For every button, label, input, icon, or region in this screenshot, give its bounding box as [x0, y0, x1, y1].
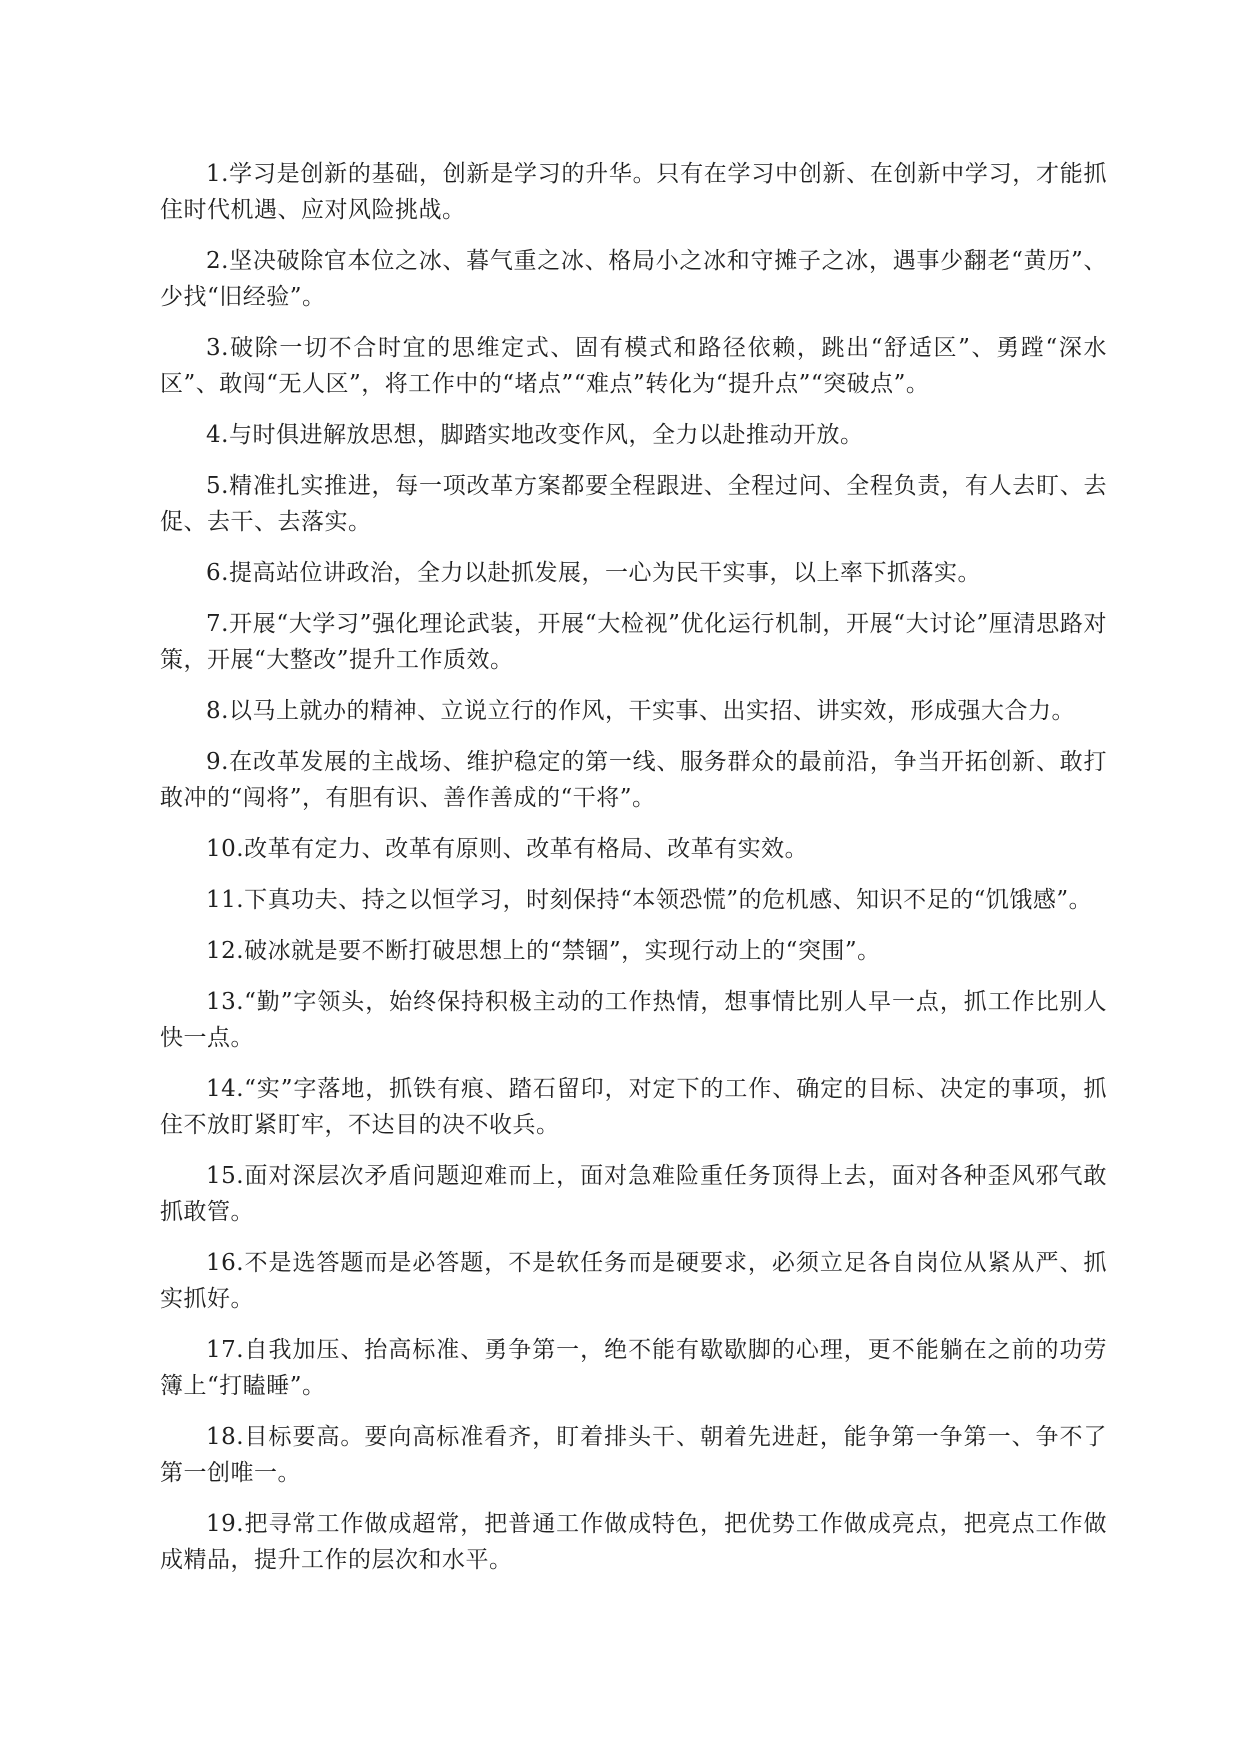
paragraph-15: 15.面对深层次矛盾问题迎难而上，面对急难险重任务顶得上去，面对各种歪风邪气敢抓敢管。: [160, 1163, 1107, 1225]
paragraph-6: 6.提高站位讲政治，全力以赴抓发展，一心为民干实事，以上率下抓落实。: [206, 560, 981, 586]
paragraph-9: 9.在改革发展的主战场、维护稳定的第一线、服务群众的最前沿，争当开拓创新、敢打敢冲的“闯将”，有胆有识、善作善成的“干将”。: [160, 749, 1107, 811]
paragraph-17: 17.自我加压、抬高标准、勇争第一，绝不能有歇歇脚的心理，更不能躺在之前的功劳簿上“打瞌睡”。: [160, 1337, 1107, 1399]
paragraph-8: 8.以马上就办的精神、立说立行的作风，干实事、出实招、讲实效，形成强大合力。: [206, 698, 1075, 724]
paragraph-10: 10.改革有定力、改革有原则、改革有格局、改革有实效。: [206, 836, 809, 862]
paragraph-7: 7.开展“大学习”强化理论武装，开展“大检视”优化运行机制，开展“大讨论”厘清思路对策，开展“大整改”提升工作质效。: [160, 611, 1107, 673]
paragraph-12: 12.破冰就是要不断打破思想上的“禁锢”，实现行动上的“突围”。: [206, 938, 881, 964]
paragraph-13: 13.“勤”字领头，始终保持积极主动的工作热情，想事情比别人早一点，抓工作比别人快一点。: [160, 989, 1107, 1051]
paragraph-5: 5.精准扎实推进，每一项改革方案都要全程跟进、全程过问、全程负责，有人去盯、去促、去干、去落实。: [160, 473, 1107, 535]
paragraph-16: 16.不是选答题而是必答题，不是软任务而是硬要求，必须立足各自岗位从紧从严、抓实抓好。: [160, 1250, 1107, 1312]
paragraph-2: 2.坚决破除官本位之冰、暮气重之冰、格局小之冰和守摊子之冰，遇事少翻老“黄历”、少找“旧经验”。: [160, 248, 1107, 310]
paragraph-19: 19.把寻常工作做成超常，把普通工作做成特色，把优势工作做成亮点，把亮点工作做成精品，提升工作的层次和水平。: [160, 1511, 1107, 1573]
paragraph-11: 11.下真功夫、持之以恒学习，时刻保持“本领恐慌”的危机感、知识不足的“饥饿感”。: [206, 887, 1093, 913]
paragraph-14: 14.“实”字落地，抓铁有痕、踏石留印，对定下的工作、确定的目标、决定的事项，抓住不放盯紧盯牢，不达目的决不收兵。: [160, 1076, 1107, 1138]
paragraph-1: 1.学习是创新的基础，创新是学习的升华。只有在学习中创新、在创新中学习，才能抓住时代机遇、应对风险挑战。: [160, 161, 1107, 223]
paragraph-3: 3.破除一切不合时宜的思维定式、固有模式和路径依赖，跳出“舒适区”、勇蹚“深水区”、敢闯“无人区”，将工作中的“堵点”“难点”转化为“提升点”“突破点”。: [160, 335, 1107, 397]
paragraph-4: 4.与时俱进解放思想，脚踏实地改变作风，全力以赴推动开放。: [206, 422, 864, 448]
paragraph-18: 18.目标要高。要向高标准看齐，盯着排头干、朝着先进赶，能争第一争第一、争不了第一创唯一。: [160, 1424, 1107, 1486]
